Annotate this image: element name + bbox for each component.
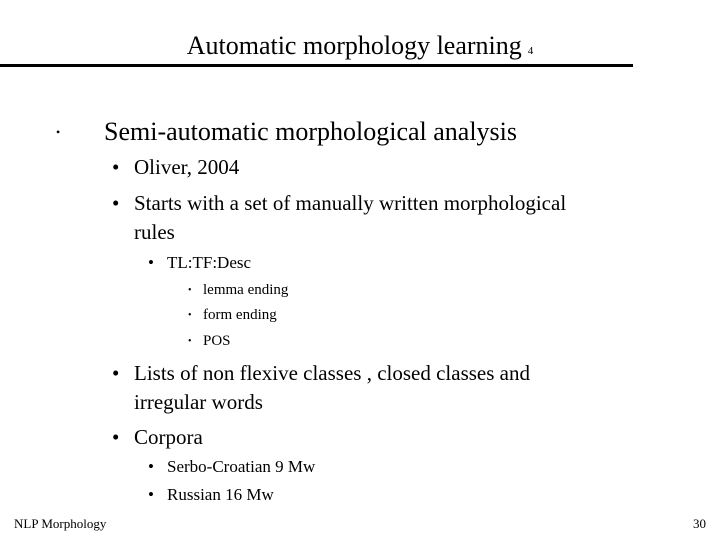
title-underline	[0, 64, 633, 67]
bullet-text: Semi-automatic morphological analysis	[104, 117, 518, 146]
bullet-text-line1: Starts with a set of manually written morphological	[134, 191, 567, 215]
bullet-text-line1: Lists of non flexive classes , closed classes and	[134, 361, 530, 385]
bullet-text: POS	[203, 333, 231, 349]
bullet-text: Russian 16 Mw	[167, 485, 274, 504]
bullet-glyph: •	[148, 485, 154, 504]
bullet-text: form ending	[203, 307, 277, 323]
bullet-glyph: •	[188, 285, 192, 296]
bullet-text: lemma ending	[203, 282, 289, 298]
slide-title	[0, 30, 720, 67]
bullet-glyph: •	[112, 361, 120, 385]
bullet-text: Oliver, 2004	[134, 155, 240, 179]
bullet-glyph: •	[188, 336, 192, 347]
bullet-glyph: •	[148, 253, 154, 272]
slide-title-number: 4	[527, 45, 534, 57]
bullet-text: Corpora	[134, 425, 203, 449]
bullet-text: Serbo-Croatian 9 Mw	[167, 457, 316, 476]
bullet-glyph: •	[112, 425, 120, 449]
bullet-text-line2: irregular words	[134, 390, 263, 414]
bullet-text: TL:TF:Desc	[167, 253, 252, 272]
bullet-glyph: •	[148, 457, 154, 476]
bullet-glyph: •	[112, 155, 120, 179]
bullet-glyph: •	[112, 191, 120, 215]
bullet-text-line2: rules	[134, 220, 175, 244]
footer-title: NLP Morphology	[14, 516, 107, 531]
bullet-glyph: •	[188, 310, 192, 321]
bullet-glyph: •	[56, 125, 61, 139]
page-number: 30	[693, 516, 706, 531]
slide-title-text: Automatic morphology learning	[186, 31, 522, 60]
